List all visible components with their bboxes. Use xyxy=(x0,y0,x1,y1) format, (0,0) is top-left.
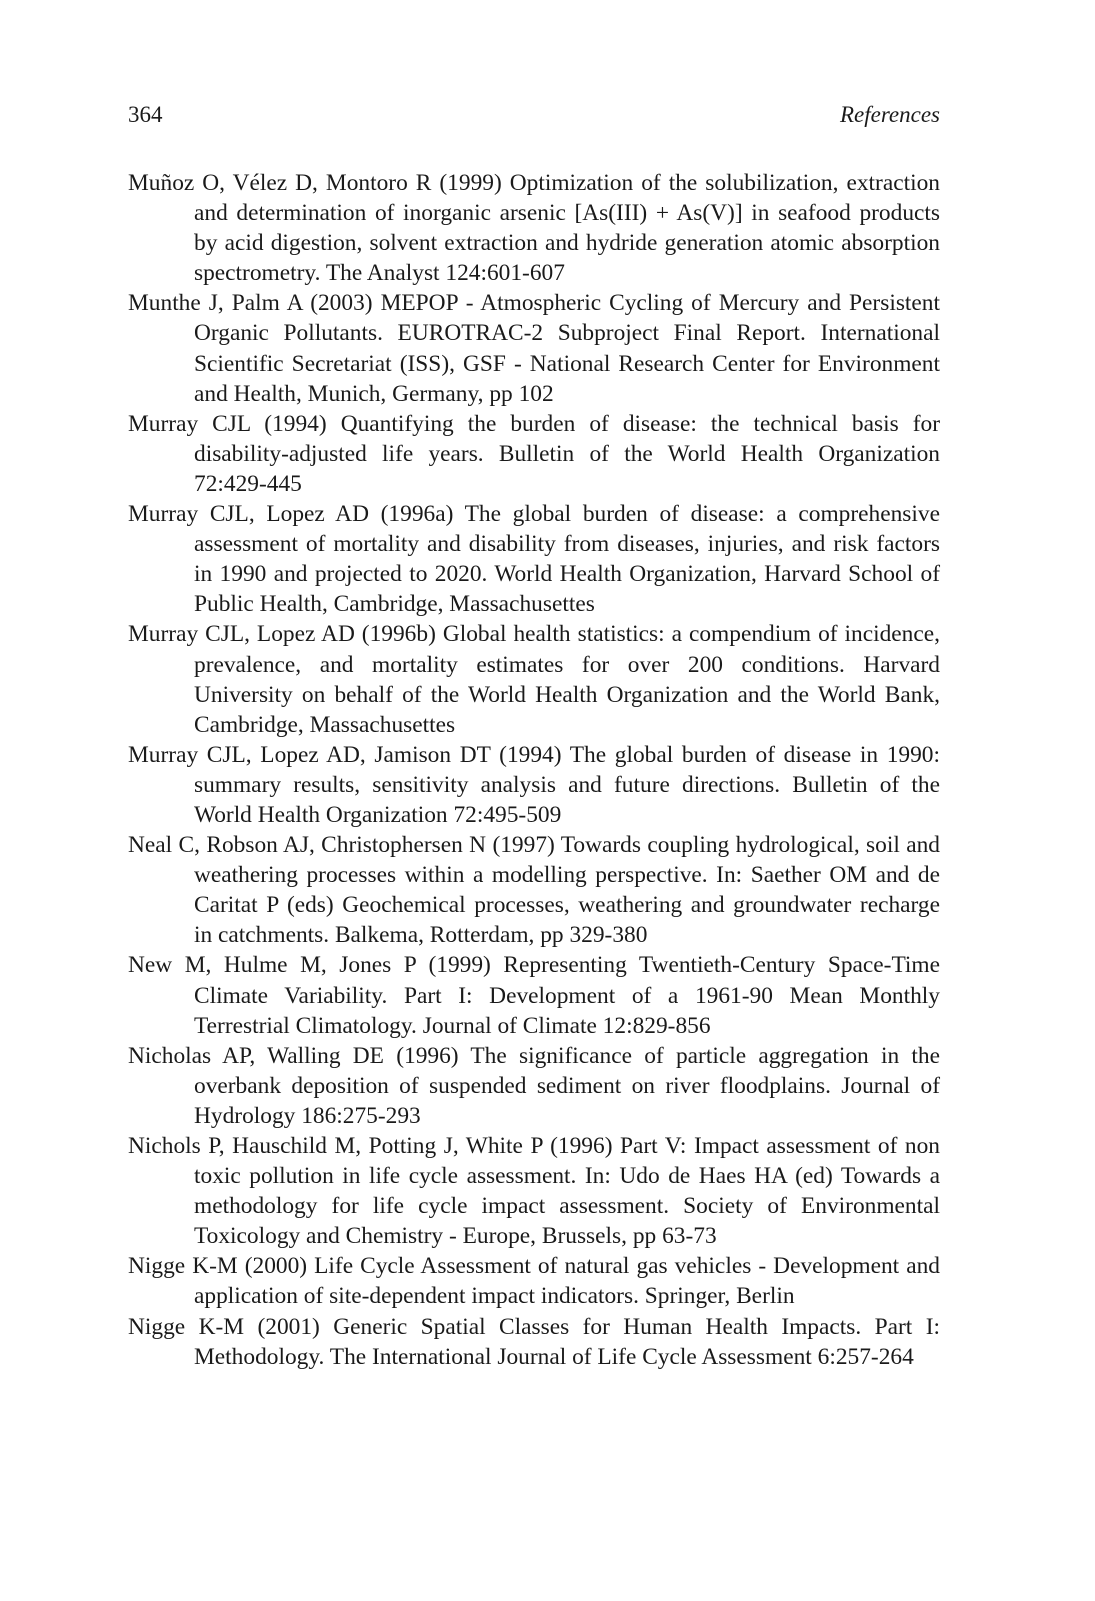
reference-entry: Muñoz O, Vélez D, Montoro R (1999) Optimization of the solubilization, extraction and determination of inorganic arsenic [As(III) + As(V)] in seafood products by acid digestion, solvent extraction and hydride generation atomic absorption spectrometry. The Analyst 124:601-607 xyxy=(128,170,940,287)
reference-list xyxy=(128,168,940,1372)
reference-entry: Murray CJL, Lopez AD (1996a) The global burden of disease: a comprehensive assessment of mortality and disability from diseases, injuries, and risk factors in 1990 and projected to 2020. World Health Organization, Harvard School of Public Health, Cambridge, Massachusettes xyxy=(128,501,940,618)
reference-entry: New M, Hulme M, Jones P (1999) Representing Twentieth-Century Space-Time Climate Variability. Part I: Development of a 1961-90 Mean Monthly Terrestrial Climatology. Journal of Climate 12:829-856 xyxy=(128,952,940,1039)
page-number: 364 xyxy=(128,102,163,127)
reference-entry: Nigge K-M (2000) Life Cycle Assessment of natural gas vehicles - Development and application of site-dependent impact indicators. Springer, Berlin xyxy=(128,1253,940,1310)
reference-entry: Munthe J, Palm A (2003) MEPOP - Atmospheric Cycling of Mercury and Persistent Organic Pollutants. EUROTRAC-2 Subproject Final Report. International Scientific Secretariat (ISS), GSF - National Research Center for Environment and Health, Munich, Germany, pp 102 xyxy=(128,290,940,407)
page-header xyxy=(128,102,940,142)
reference-entry: Nigge K-M (2001) Generic Spatial Classes for Human Health Impacts. Part I: Methodology. The International Journal of Life Cycle Assessment 6:257-264 xyxy=(128,1313,940,1370)
reference-entry: Neal C, Robson AJ, Christophersen N (1997) Towards coupling hydrological, soil and weathering processes within a modelling perspective. In: Saether OM and de Caritat P (eds) Geochemical processes, weathering and groundwater recharge in catchments. Balkema, Rotterdam, pp 329-380 xyxy=(128,832,940,949)
reference-entry: Murray CJL, Lopez AD, Jamison DT (1994) The global burden of disease in 1990: summary results, sensitivity analysis and future directions. Bulletin of the World Health Organization 72:495-509 xyxy=(128,741,940,828)
reference-entry: Murray CJL, Lopez AD (1996b) Global health statistics: a compendium of incidence, prevalence, and mortality estimates for over 200 conditions. Harvard University on behalf of the World Health Organization and the World Bank, Cambridge, Massachusettes xyxy=(128,621,940,738)
reference-entry: Nichols P, Hauschild M, Potting J, White P (1996) Part V: Impact assessment of non toxic pollution in life cycle assessment. In: Udo de Haes HA (ed) Towards a methodology for life cycle impact assessment. Society of Environmental Toxicology and Chemistry - Europe, Brussels, pp 63-73 xyxy=(128,1133,940,1250)
reference-entry: Nicholas AP, Walling DE (1996) The significance of particle aggregation in the overbank deposition of suspended sediment on river floodplains. Journal of Hydrology 186:275-293 xyxy=(128,1042,940,1129)
running-head: References xyxy=(839,102,940,127)
reference-entry: Murray CJL (1994) Quantifying the burden of disease: the technical basis for disability-adjusted life years. Bulletin of the World Health Organization 72:429-445 xyxy=(128,410,940,497)
